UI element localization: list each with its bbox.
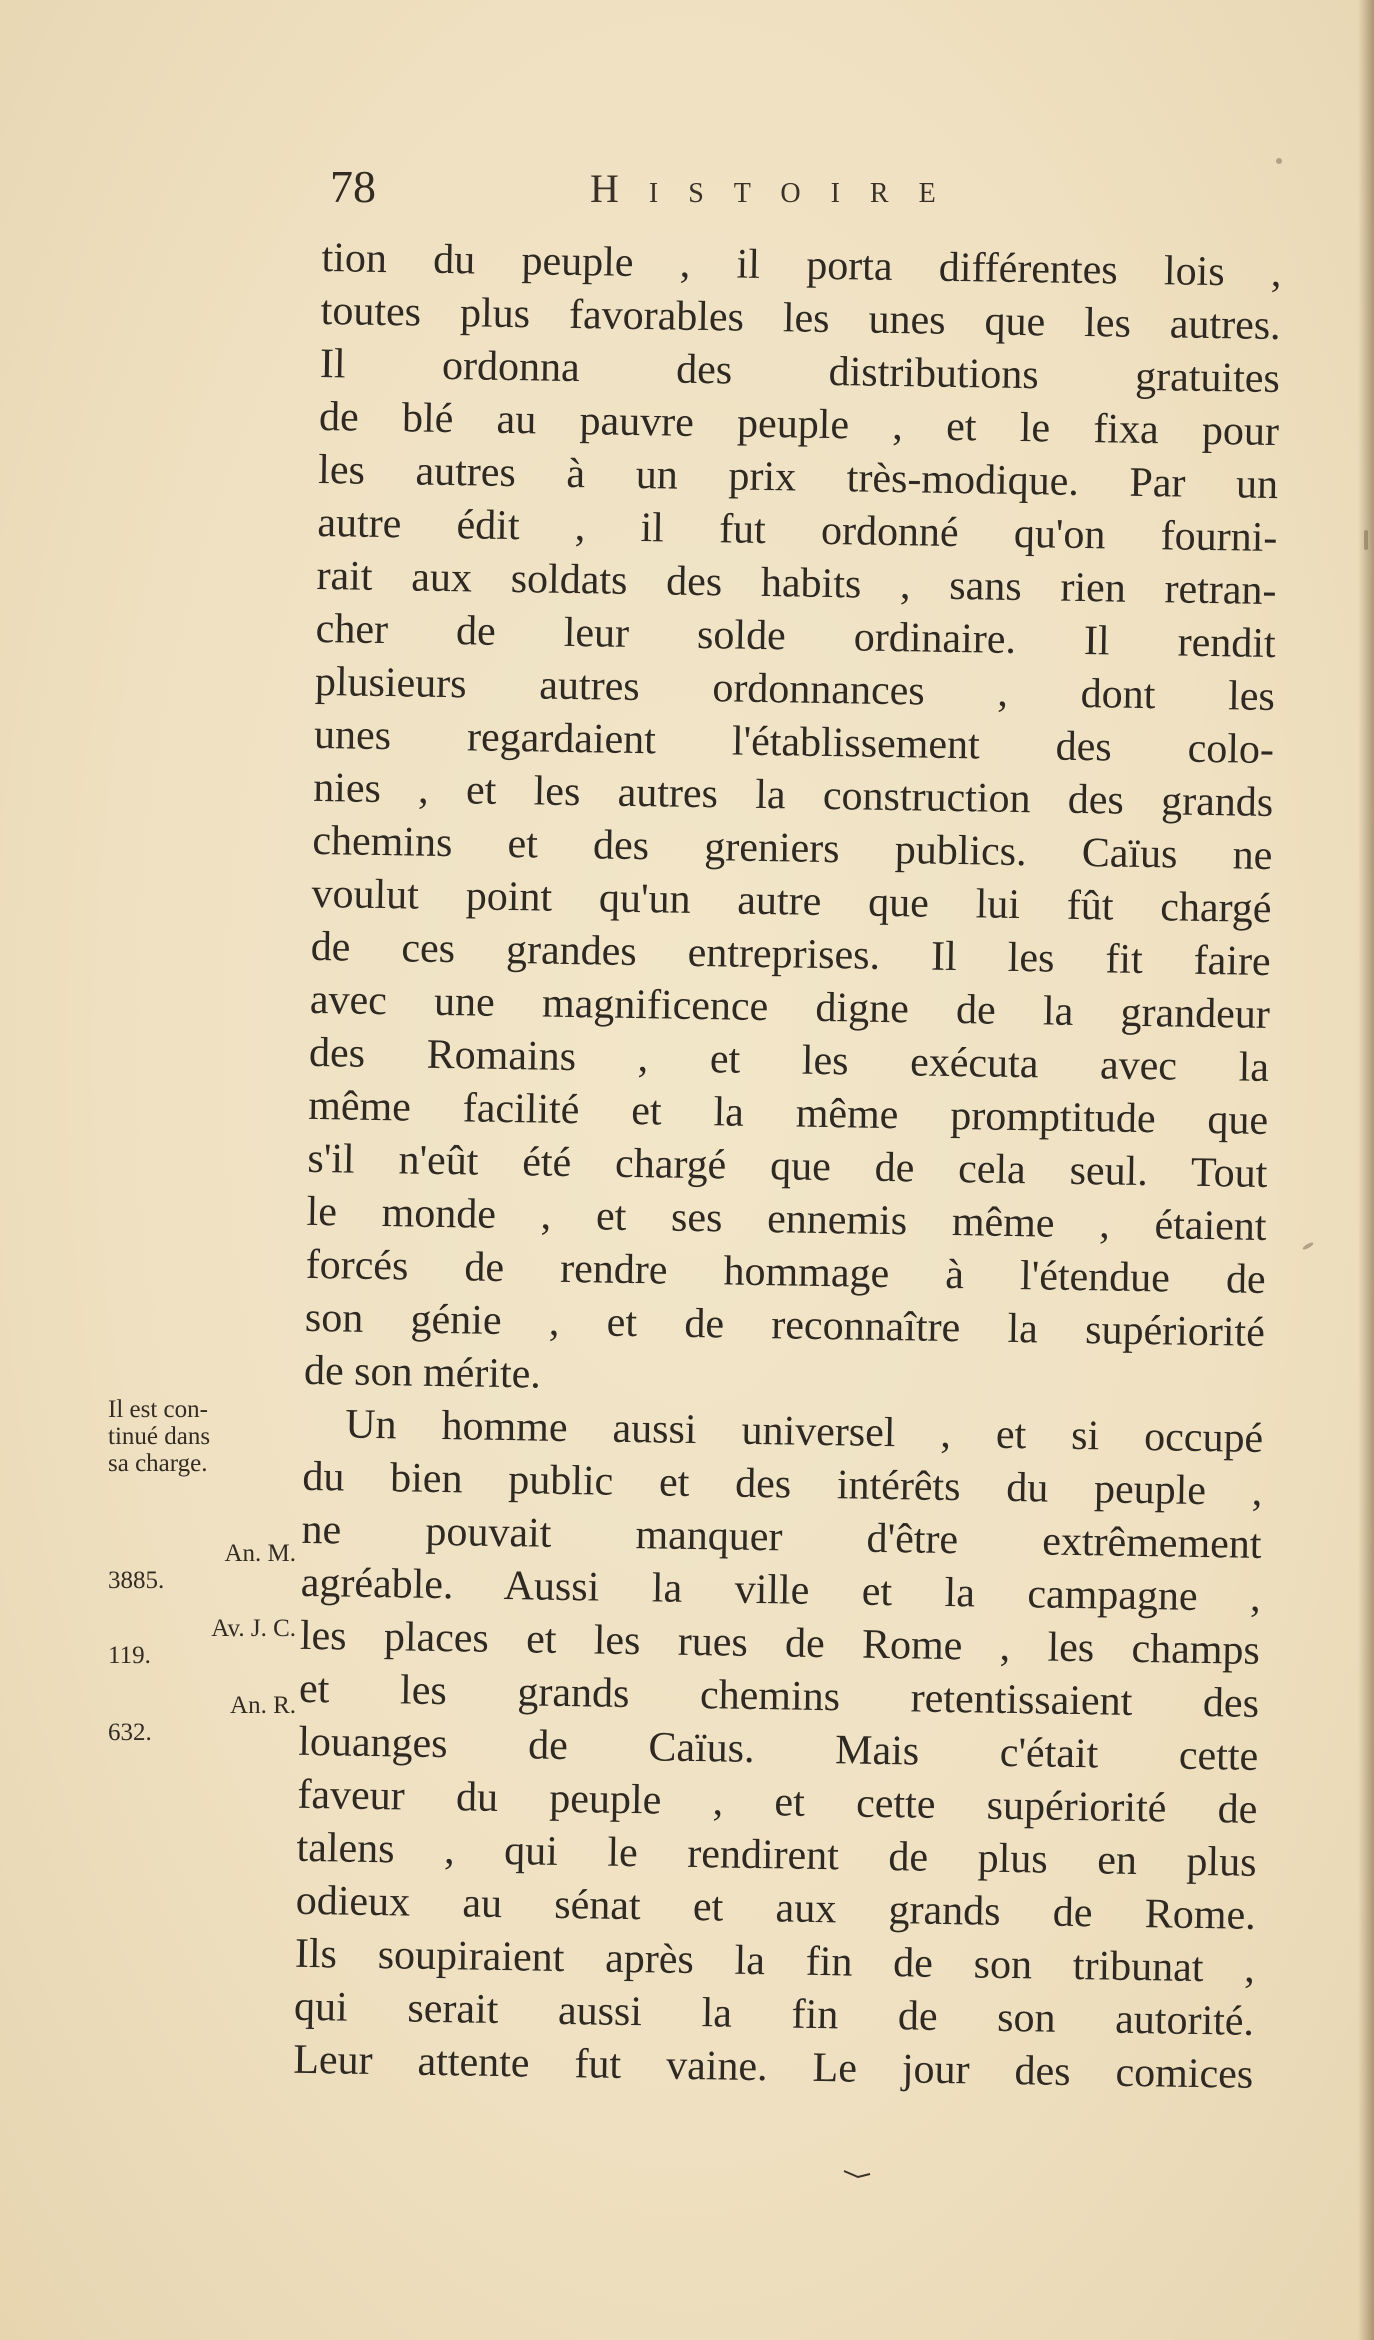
text-line: avec une magnificence digne de la grandeur <box>309 976 1271 1038</box>
text-line: s'il n'eût été chargé que de cela seul. Tout <box>307 1135 1268 1197</box>
sidenote-year-of-world <box>108 1540 304 1594</box>
page-number: 78 <box>330 161 376 212</box>
text-line: de blé au pauvre peuple , et le fixa pour <box>318 393 1280 456</box>
text-line: tion du peuple , il porta différentes lois , <box>321 234 1282 297</box>
text-line: Ils soupiraient après la fin de son tribunat , <box>294 1930 1256 1992</box>
text-line: plusieurs autres ordonnances , dont les <box>314 658 1276 721</box>
sidenote-line: Il est con- <box>108 1396 208 1423</box>
text-line: des Romains , et les exécuta avec la <box>308 1029 1270 1091</box>
sidenote-line: An. M. <box>224 1540 296 1567</box>
sidenote-line: 632. <box>108 1719 152 1746</box>
sidenote-line: 3885. <box>108 1567 165 1594</box>
text-line: faveur du peuple , et cette supériorité de <box>297 1771 1258 1833</box>
text-line: talens , qui le rendirent de plus en plus <box>296 1824 1257 1886</box>
text-line: et les grands chemins retentissaient des <box>298 1665 1260 1727</box>
sidenote-year-before-christ <box>108 1615 304 1669</box>
text-line: unes regardaient l'établissement des colo- <box>313 711 1275 774</box>
text-line: forcés de rendre hommage à l'étendue de <box>305 1241 1267 1303</box>
text-line: cher de leur solde ordinaire. Il rendit <box>315 605 1277 668</box>
text-line: son génie , et de reconnaître la supériorité <box>304 1294 1266 1356</box>
body-text <box>293 232 1282 2102</box>
running-head <box>330 160 1030 220</box>
text-line: les places et les rues de Rome , les champs <box>299 1612 1261 1674</box>
text-line: qui serait aussi la fin de son autorité. <box>293 1983 1255 2045</box>
text-line: louanges de Caïus. Mais c'était cette <box>297 1718 1259 1780</box>
paper-speck <box>1302 1241 1314 1250</box>
text-line: le monde , et ses ennemis même , étaient <box>306 1188 1267 1250</box>
sidenote-line: An. R. <box>230 1692 296 1719</box>
paper-speck <box>1276 158 1282 164</box>
text-line: Il ordonna des distributions gratuites <box>319 340 1281 403</box>
text-line: Leur attente fut vaine. Le jour des comices <box>292 2036 1254 2098</box>
text-line: les autres à un prix très-modique. Par un <box>317 446 1279 509</box>
text-line: même facilité et la même promptitude que <box>307 1082 1269 1144</box>
text-line: autre édit , il fut ordonné qu'on fourni- <box>317 499 1278 562</box>
text-line: de ces grandes entreprises. Il les fit faire <box>310 923 1272 985</box>
sidenote-line: Av. J. C. <box>211 1615 296 1642</box>
text-line: ne pouvait manquer d'être extrêmement <box>301 1506 1262 1568</box>
text-line: agréable. Aussi la ville et la campagne , <box>300 1559 1262 1621</box>
sidenote-line: sa charge. <box>108 1450 208 1477</box>
text-line: chemins et des greniers publics. Caïus ne <box>312 817 1273 880</box>
sidenote-line: 119. <box>108 1642 151 1669</box>
text-line: toutes plus favorables les unes que les autres. <box>320 287 1282 350</box>
text-line-paragraph-end: de son mérite. <box>303 1347 542 1398</box>
page-binding-shadow <box>1358 0 1374 2340</box>
text-line-paragraph-start: Un homme aussi universel , et si occupé <box>344 1401 1264 1462</box>
text-line: rait aux soldats des habits , sans rien retran- <box>316 552 1277 615</box>
text-line: odieux au sénat et aux grands de Rome. <box>295 1877 1257 1939</box>
running-title: Histoire <box>590 166 966 211</box>
text-line: voulut point qu'un autre que lui fût chargé <box>311 870 1272 932</box>
text-line: du bien public et des intérêts du peuple , <box>302 1453 1263 1515</box>
sidenote-continued-in-office <box>108 1396 304 1477</box>
sidenote-year-of-rome <box>108 1692 304 1746</box>
sidenote-line: tinué dans <box>108 1423 211 1450</box>
signature-mark-icon <box>842 2168 872 2180</box>
text-line: nies , et les autres la construction des grands <box>312 764 1274 827</box>
